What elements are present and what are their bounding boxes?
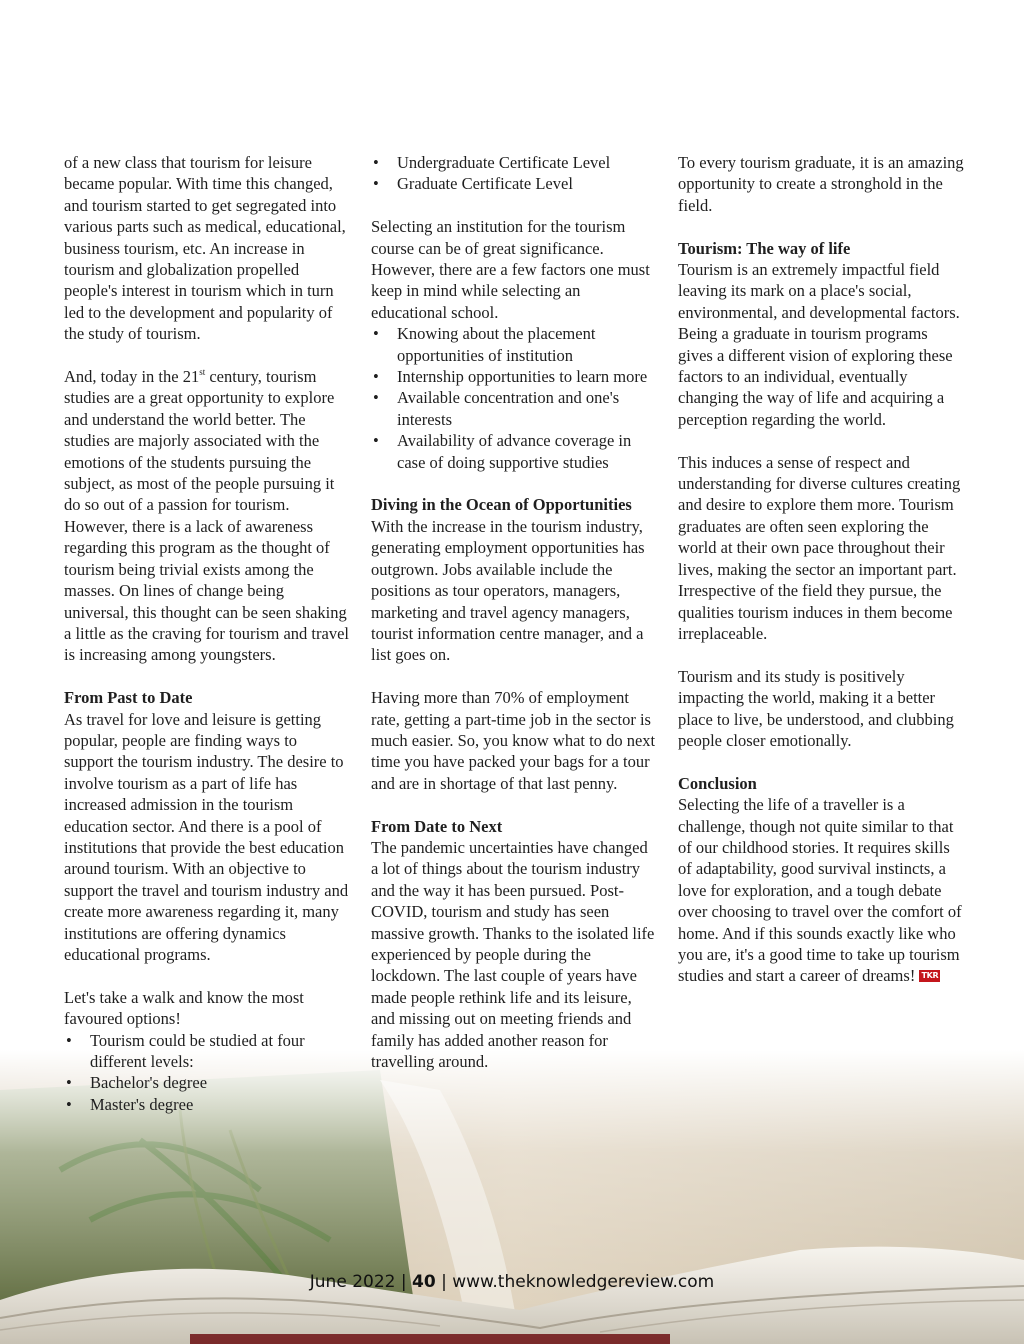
bullet-list (64, 1030, 350, 1116)
paragraph: Selecting an institution for the tourism course can be of great significance. However, there are a few factors one must keep in mind while selecting an educational school. (371, 217, 650, 322)
paragraph: of a new class that tourism for leisure became popular. With time this changed, and tourism started to get segregated into various parts such as medical, educational, business tourism, etc. An increase in tourism and globalization propelled people's interest in tourism which in turn led to the development and popularity of the study of tourism. (64, 153, 346, 344)
list-item: • Available concentration and one's interests (371, 387, 657, 430)
paragraph: Tourism is an extremely impactful field leaving its mark on a place's social, environmental, and developmental factors. Being a graduate in tourism programs gives a different vision of exploring these factors to an individual, eventually changing the way of life and acquiring a perception regarding the world. (678, 260, 960, 429)
ordinal-superscript: st (199, 367, 206, 378)
list-item: • Tourism could be studied at four different levels: (64, 1030, 350, 1073)
paragraph: Tourism and its study is positively impacting the world, making it a better place to live, be understood, and clubbing people closer emotionally. (678, 666, 954, 750)
list-item: • Master's degree (64, 1094, 350, 1115)
website-url: www.theknowledgereview.com (452, 1272, 715, 1292)
page-number: 40 (412, 1272, 436, 1292)
tkr-end-mark-icon: TKR (921, 971, 939, 981)
section-heading: From Past to Date (64, 688, 193, 708)
column-3 (678, 152, 964, 1008)
list-item: • Graduate Certificate Level (371, 173, 657, 194)
paragraph: The pandemic uncertainties have changed a lot of things about the tourism industry and the way it has been pursued. Post-COVID, tourism and study has seen massive growth. Thanks to the isolated life experienced by people during the lockdown. The last couple of years have made people rethink life and its leisure, and missing out on meeting friends and family has added another reason for travelling around. (371, 837, 655, 1071)
list-item: • Knowing about the placement opportunities of institution (371, 323, 657, 366)
paragraph: Let's take a walk and know the most favoured options! (64, 987, 304, 1029)
section-heading: Diving in the Ocean of Opportunities (371, 495, 632, 515)
bullet-list (371, 323, 657, 473)
list-item: • Undergraduate Certificate Level (371, 152, 657, 173)
issue-date: June 2022 (309, 1272, 396, 1292)
column-1 (64, 152, 350, 1115)
bullet-list (371, 152, 657, 195)
paragraph: And, today in the 21st century, tourism studies are a great opportunity to explore and understand the world better. The studies are majorly associated with the emotions of the students pursuing the subject, as most of the people pursuing it do so out of a passion for tourism. However, there is a lack of awareness regarding this program as the thought of tourism being trivial exists among the masses. On lines of change being universal, this thought can be seen shaking a little as the craving for tourism and travel is increasing among youngsters. (64, 367, 349, 665)
section-heading: From Date to Next (371, 816, 503, 836)
section-heading: Conclusion (678, 773, 757, 793)
paragraph: This induces a sense of respect and understanding for diverse cultures creating and desire to explore them more. Tourism graduates are often seen exploring the world at their own pace throughout their lives, making the sector an important part. Irrespective of the field they pursue, the qualities tourism induces in them become irreplaceable. (678, 452, 961, 643)
paragraph: Having more than 70% of employment rate, getting a part-time job in the sector is much easier. So, you know what to do next time you have packed your bags for a tour and are in shortage of that last penny. (371, 688, 656, 793)
page-footer: June 2022 | 40 | www.theknowledgereview.com (309, 1272, 715, 1292)
paragraph: As travel for love and leisure is getting popular, people are finding ways to support the tourism industry. The desire to involve tourism as a part of life has increased admission in the tourism education sector. And there is a pool of institutions that provide the best education around tourism. With an objective to support the travel and tourism industry and create more awareness regarding it, many institutions are offering dynamics educational programs. (64, 709, 349, 964)
list-item: • Internship opportunities to learn more (371, 366, 657, 387)
paragraph: With the increase in the tourism industry, generating employment opportunities has outgrown. Jobs available include the positions as tour operators, managers, marketing and travel agency managers, tourist information centre manager, and a list goes on. (371, 516, 645, 665)
section-heading: Tourism: The way of life (678, 238, 851, 258)
list-item: • Availability of advance coverage in case of doing supportive studies (371, 430, 657, 473)
paragraph: To every tourism graduate, it is an amazing opportunity to create a stronghold in the field. (678, 153, 964, 215)
list-item: • Bachelor's degree (64, 1072, 350, 1093)
paragraph: Selecting the life of a traveller is a challenge, though not quite similar to that of our childhood stories. It requires skills of adaptability, good survival instincts, a love for exploration, and a tough debate over choosing to travel over the comfort of home. And if this sounds exactly like who you are, it's a good time to take up tourism studies and start a career of dreams! TKR (678, 795, 962, 986)
column-2 (371, 152, 657, 1094)
